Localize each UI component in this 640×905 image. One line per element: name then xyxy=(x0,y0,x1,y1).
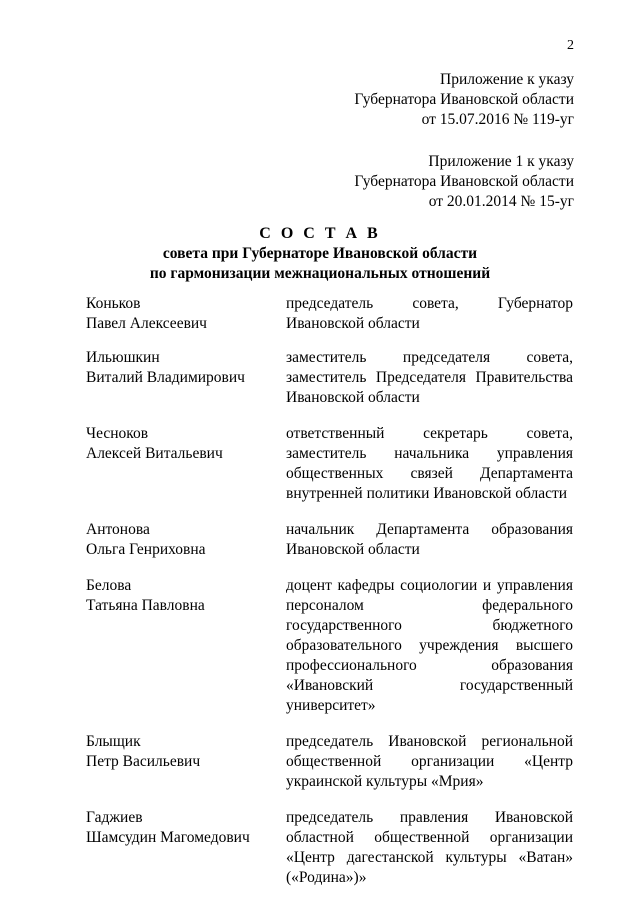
member-entry xyxy=(86,576,573,716)
member-role-line: председатель совета, Губернатор xyxy=(286,295,573,312)
member-entry xyxy=(86,808,573,888)
member-role xyxy=(286,348,573,408)
member-surname: Блыщик xyxy=(86,733,141,750)
member-role-line: «Центр дагестанской культуры «Ватан» xyxy=(286,849,573,866)
member-role-line: заместитель председателя совета, xyxy=(286,349,573,366)
title-subtitle-line1: совета при Губернаторе Ивановской области xyxy=(162,245,478,262)
appendix-original-header xyxy=(254,152,574,212)
member-name xyxy=(86,348,276,408)
member-name xyxy=(86,294,276,334)
appendix-current-line3: от 15.07.2016 № 119-уг xyxy=(421,111,574,128)
appendix-original-line1: Приложение 1 к указу xyxy=(428,153,574,170)
member-role xyxy=(286,520,573,560)
title-main: С О С Т А В xyxy=(259,225,381,242)
member-role-line: заместитель Председателя Правительства xyxy=(286,369,573,386)
member-role-line: общественной организации «Центр xyxy=(286,753,573,770)
member-name xyxy=(86,424,276,504)
member-role xyxy=(286,808,573,888)
member-role-line: украинской культуры «Мрия» xyxy=(286,773,484,790)
members-list xyxy=(86,294,573,888)
member-role-line: («Родина»)» xyxy=(286,869,367,886)
member-surname: Ильюшкин xyxy=(86,349,160,366)
member-role-line: заместитель начальника управления xyxy=(286,445,573,462)
member-entry xyxy=(86,294,573,334)
member-role xyxy=(286,576,573,716)
appendix-current-line2: Губернатора Ивановской области xyxy=(354,91,574,108)
member-role-line: Ивановской области xyxy=(286,389,420,406)
member-role-line: Ивановской области xyxy=(286,541,420,558)
member-role-line: профессионального образования xyxy=(286,657,573,674)
member-role-line: персоналом федерального xyxy=(286,597,573,614)
member-given-names: Ольга Генриховна xyxy=(86,541,206,558)
member-role-line: общественных связей Департамента xyxy=(286,465,573,482)
member-entry xyxy=(86,424,573,504)
member-name xyxy=(86,808,276,888)
member-given-names: Алексей Витальевич xyxy=(86,445,223,462)
member-role-line: областной общественной организации xyxy=(286,829,573,846)
member-name xyxy=(86,576,276,716)
member-role-line: внутренней политики Ивановской области xyxy=(286,485,568,502)
member-entry xyxy=(86,348,573,408)
member-role xyxy=(286,732,573,792)
member-entry xyxy=(86,732,573,792)
member-role-line: «Ивановский государственный xyxy=(286,677,573,694)
page-number: 2 xyxy=(567,38,574,53)
member-given-names: Шамсудин Магомедович xyxy=(86,829,250,846)
member-name xyxy=(86,520,276,560)
member-name xyxy=(86,732,276,792)
title-subtitle-line2: по гармонизации межнациональных отношений xyxy=(149,265,491,282)
member-surname: Гаджиев xyxy=(86,809,143,826)
member-surname: Чесноков xyxy=(86,425,149,442)
member-role-line: председатель правления Ивановской xyxy=(286,809,573,826)
member-surname: Антонова xyxy=(86,521,150,538)
member-role xyxy=(286,424,573,504)
appendix-current-header xyxy=(254,70,574,130)
member-surname: Белова xyxy=(86,577,132,594)
appendix-original-line3: от 20.01.2014 № 15-уг xyxy=(428,193,574,210)
member-entry xyxy=(86,520,573,560)
member-given-names: Павел Алексеевич xyxy=(86,315,207,332)
member-given-names: Петр Васильевич xyxy=(86,753,201,770)
member-role-line: образовательного учреждения высшего xyxy=(286,637,573,654)
member-role xyxy=(286,294,573,334)
member-surname: Коньков xyxy=(86,295,141,312)
appendix-original-line2: Губернатора Ивановской области xyxy=(354,173,574,190)
member-role-line: начальник Департамента образования xyxy=(286,521,573,538)
member-role-line: университет» xyxy=(286,697,376,714)
member-given-names: Татьяна Павловна xyxy=(86,597,205,614)
member-role-line: ответственный секретарь совета, xyxy=(286,425,573,442)
document-title xyxy=(0,224,640,284)
member-given-names: Виталий Владимирович xyxy=(86,369,245,386)
member-role-line: государственного бюджетного xyxy=(286,617,573,634)
member-role-line: доцент кафедры социологии и управления xyxy=(286,577,573,594)
member-role-line: Ивановской области xyxy=(286,315,420,332)
member-role-line: председатель Ивановской региональной xyxy=(286,733,573,750)
appendix-current-line1: Приложение к указу xyxy=(440,71,574,88)
